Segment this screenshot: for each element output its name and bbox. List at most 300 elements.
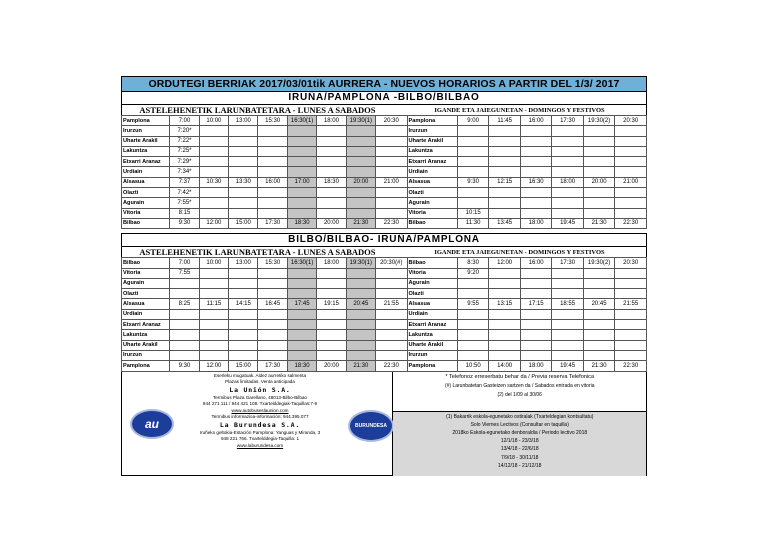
departure-time: 16:00 — [520, 258, 551, 268]
departure-time — [258, 340, 287, 350]
departure-time — [615, 136, 647, 146]
stop-name: Uharte Arakil — [407, 340, 457, 350]
stop-name: Irurzun — [407, 350, 457, 360]
departure-time — [229, 167, 258, 177]
departure-time — [346, 330, 375, 340]
departure-time — [317, 157, 346, 167]
departure-time — [552, 157, 583, 167]
departure-time — [258, 157, 287, 167]
table-row — [122, 258, 647, 268]
footer-right — [393, 372, 646, 475]
departure-time: 20:30 — [615, 258, 647, 268]
departure-time — [199, 289, 228, 299]
departure-time — [615, 146, 647, 156]
departure-time — [552, 208, 583, 218]
departure-time — [583, 278, 614, 288]
departure-time — [457, 350, 488, 360]
departure-time: 10:50 — [457, 361, 488, 371]
period-line: 12/1/18 - 23/3/18 — [500, 438, 539, 445]
departure-time — [489, 340, 520, 350]
departure-time — [489, 188, 520, 198]
departure-time — [258, 146, 287, 156]
company-line: Termibus informazioa-información: 944.395.077 — [211, 414, 309, 420]
departure-time — [583, 146, 614, 156]
departure-time — [287, 188, 316, 198]
departure-time — [258, 136, 287, 146]
departure-time: 17:15 — [520, 299, 551, 309]
departure-time — [489, 278, 520, 288]
departure-time — [520, 268, 551, 278]
departure-time — [552, 126, 583, 136]
departure-time — [287, 340, 316, 350]
departure-time — [287, 309, 316, 319]
departure-time — [552, 320, 583, 330]
period-line: 13/4/18 - 22/6/18 — [500, 446, 539, 453]
departure-time — [376, 136, 407, 146]
departure-time — [287, 268, 316, 278]
departure-time — [552, 146, 583, 156]
period-line: 14/12/18 - 21/12/18 — [498, 462, 542, 469]
departure-time — [317, 208, 346, 218]
stop-name: Alsasua — [407, 299, 457, 309]
departure-time — [489, 198, 520, 208]
departure-time — [346, 350, 375, 360]
stop-name: Agurain — [407, 278, 457, 288]
departure-time — [520, 167, 551, 177]
departure-time — [376, 289, 407, 299]
departure-time — [317, 309, 346, 319]
departure-time — [317, 268, 346, 278]
departure-time — [199, 167, 228, 177]
departure-time — [520, 136, 551, 146]
departure-time: 17:00 — [287, 177, 316, 187]
company-website[interactable]: www.laburundesa.com — [236, 442, 284, 448]
departure-time — [287, 146, 316, 156]
departure-time — [258, 126, 287, 136]
departure-time: 7:29* — [170, 157, 199, 167]
departure-time — [258, 167, 287, 177]
departure-time — [346, 126, 375, 136]
table-row — [122, 198, 647, 208]
departure-time — [552, 167, 583, 177]
school-periods — [393, 412, 646, 476]
departure-time — [376, 268, 407, 278]
stop-name: Irurzun — [122, 126, 170, 136]
departure-time — [376, 157, 407, 167]
timetable-bilbao-pamplona — [121, 257, 647, 371]
departure-time — [170, 278, 199, 288]
departure-time — [287, 289, 316, 299]
departure-time: 8:15 — [170, 208, 199, 218]
table-row — [122, 268, 647, 278]
departure-time — [615, 340, 647, 350]
departure-time: 17:45 — [287, 299, 316, 309]
departure-time: 9:55 — [457, 299, 488, 309]
departure-time — [615, 167, 647, 177]
stop-name: Etxarri Aranaz — [407, 157, 457, 167]
departure-time: 20:30 — [615, 116, 647, 126]
departure-time — [615, 126, 647, 136]
departure-time — [457, 126, 488, 136]
departure-time — [317, 320, 346, 330]
weekend-header: IGANDE ETA JAIEGUNETAN - DOMINGOS Y FESTIVOS — [434, 249, 605, 257]
departure-time: 22:30 — [376, 361, 407, 371]
departure-time — [199, 268, 228, 278]
notice-line: Eserleku mugatuak. Aldez aurretiko salmenta — [213, 372, 307, 378]
departure-time: 9:30 — [170, 361, 199, 371]
stop-name: Irurzun — [122, 350, 170, 360]
company-name-la-union: La Unión S.A. — [229, 385, 291, 394]
departure-time — [583, 268, 614, 278]
departure-time — [457, 320, 488, 330]
departure-time: 21:30 — [583, 361, 614, 371]
departure-time — [258, 350, 287, 360]
departure-time: 7:25* — [170, 146, 199, 156]
stop-name: Etxarri Aranaz — [122, 157, 170, 167]
departure-time: 19:30(1) — [346, 258, 375, 268]
departure-time — [346, 309, 375, 319]
departure-time: 7:37 — [170, 177, 199, 187]
departure-time: 7:22* — [170, 136, 199, 146]
departure-time: 22:30 — [615, 218, 647, 228]
departure-time: 13:15 — [489, 299, 520, 309]
departure-time — [457, 278, 488, 288]
departure-time — [258, 188, 287, 198]
departure-time — [258, 268, 287, 278]
departure-time — [287, 157, 316, 167]
departure-time — [287, 330, 316, 340]
departure-time: 10:15 — [457, 208, 488, 218]
departure-time: 16:00 — [258, 177, 287, 187]
departure-time — [615, 350, 647, 360]
departure-time — [229, 340, 258, 350]
weekday-header: ASTELEHENETIK LARUNBATETARA - LUNES A SABADOS — [139, 105, 376, 115]
departure-time: 20:45 — [346, 299, 375, 309]
departure-time — [520, 146, 551, 156]
departure-time: 19:45 — [552, 218, 583, 228]
departure-time — [317, 330, 346, 340]
table-row — [122, 146, 647, 156]
departure-time — [583, 167, 614, 177]
departure-time — [346, 136, 375, 146]
departure-time — [229, 268, 258, 278]
departure-time — [376, 146, 407, 156]
departure-time: 8:30 — [457, 258, 488, 268]
departure-time — [583, 157, 614, 167]
departure-time — [552, 289, 583, 299]
departure-time: 21:00 — [615, 177, 647, 187]
departure-time — [552, 330, 583, 340]
stop-name: Alsasua — [407, 177, 457, 187]
departure-time — [552, 309, 583, 319]
departure-time: 18:00 — [317, 258, 346, 268]
departure-time — [287, 208, 316, 218]
departure-time — [229, 208, 258, 218]
departure-time — [199, 157, 228, 167]
departure-time: 20:30(#) — [376, 258, 407, 268]
departure-time — [346, 198, 375, 208]
departure-time — [457, 340, 488, 350]
departure-time — [520, 126, 551, 136]
table-row — [122, 136, 647, 146]
footnote-line: (2) del 1/09 al 30/06 — [497, 391, 542, 398]
departure-time — [583, 208, 614, 218]
departure-time: 21:30 — [346, 361, 375, 371]
departure-time — [583, 126, 614, 136]
departure-time — [229, 146, 258, 156]
departure-time — [317, 289, 346, 299]
departure-time — [489, 289, 520, 299]
departure-time — [615, 289, 647, 299]
footer-left — [122, 372, 393, 475]
departure-time — [457, 157, 488, 167]
departure-time: 20:00 — [583, 177, 614, 187]
departure-time — [258, 198, 287, 208]
departure-time: 8:25 — [170, 299, 199, 309]
table-row — [122, 218, 647, 228]
service-headers — [121, 105, 647, 115]
departure-time: 19:30(1) — [346, 116, 375, 126]
departure-time: 13:30 — [229, 177, 258, 187]
departure-time — [258, 309, 287, 319]
departure-time — [258, 208, 287, 218]
period-line: Solo Viernes Lectivos (Consultar en taquilla) — [470, 421, 569, 428]
departure-time — [520, 198, 551, 208]
stop-name: Olazti — [122, 289, 170, 299]
departure-time — [615, 208, 647, 218]
stop-name: Pamplona — [407, 116, 457, 126]
departure-time: 21:30 — [583, 218, 614, 228]
departure-time — [199, 278, 228, 288]
departure-time — [583, 330, 614, 340]
table-row — [122, 167, 647, 177]
departure-time — [552, 198, 583, 208]
stop-name: Alsasua — [122, 299, 170, 309]
departure-time: 21:55 — [376, 299, 407, 309]
departure-time — [489, 136, 520, 146]
stop-name: Lakuntza — [122, 146, 170, 156]
departure-time — [376, 126, 407, 136]
stop-name: Urdiain — [122, 309, 170, 319]
service-headers — [121, 247, 647, 257]
departure-time: 19:30(2) — [583, 116, 614, 126]
departure-time — [170, 289, 199, 299]
footnote-line: (#) Larunbatetan Gasteizen sartzen da / Sabados entrada en vitoria — [444, 382, 595, 389]
stop-name: Bilbao — [407, 218, 457, 228]
departure-time — [287, 320, 316, 330]
departure-time: 20:45 — [583, 299, 614, 309]
departure-time: 22:30 — [615, 361, 647, 371]
departure-time: 19:30(2) — [583, 258, 614, 268]
departure-time — [583, 340, 614, 350]
departure-time — [346, 157, 375, 167]
departure-time: 10:00 — [199, 116, 228, 126]
stop-name: Irurzun — [407, 126, 457, 136]
departure-time: 20:00 — [317, 361, 346, 371]
departure-time: 15:30 — [258, 116, 287, 126]
departure-time — [170, 320, 199, 330]
departure-time — [346, 146, 375, 156]
departure-time — [552, 350, 583, 360]
stop-name: Uharte Arakil — [122, 340, 170, 350]
departure-time — [199, 320, 228, 330]
departure-time — [317, 350, 346, 360]
departure-time — [583, 320, 614, 330]
departure-time — [199, 350, 228, 360]
stop-name: Agurain — [407, 198, 457, 208]
departure-time: 12:00 — [199, 218, 228, 228]
departure-time — [520, 350, 551, 360]
page-title: ORDUTEGI BERRIAK 2017/03/01tik AURRERA - NUEVOS HORARIOS A PARTIR DEL 1/3/ 2017 — [121, 76, 647, 92]
departure-time — [317, 278, 346, 288]
stop-name: Urdiain — [407, 309, 457, 319]
stop-name: Pamplona — [122, 361, 170, 371]
departure-time — [583, 136, 614, 146]
departure-time: 18:30 — [317, 177, 346, 187]
stop-name: Uharte Arakil — [407, 136, 457, 146]
departure-time — [520, 330, 551, 340]
departure-time: 20:00 — [317, 218, 346, 228]
departure-time — [229, 320, 258, 330]
departure-time — [489, 268, 520, 278]
departure-time: 10:00 — [199, 258, 228, 268]
departure-time — [520, 208, 551, 218]
departure-time: 7:00 — [170, 258, 199, 268]
stop-name: Pamplona — [122, 116, 170, 126]
departure-time — [317, 167, 346, 177]
company-website[interactable]: www.autobuseslaunion.com — [231, 407, 289, 413]
departure-time — [229, 278, 258, 288]
departure-time — [170, 340, 199, 350]
company-info — [174, 373, 346, 450]
departure-time: 11:15 — [199, 299, 228, 309]
company-line: 948 221 766. Txartelddegia-Taquilla: 1 — [220, 436, 300, 442]
departure-time — [457, 136, 488, 146]
departure-time: 21:00 — [376, 177, 407, 187]
departure-time: 16:00 — [520, 116, 551, 126]
departure-time — [258, 289, 287, 299]
departure-time — [199, 309, 228, 319]
departure-time — [229, 198, 258, 208]
departure-time — [199, 188, 228, 198]
departure-time — [552, 340, 583, 350]
stop-name: Olazti — [407, 188, 457, 198]
departure-time: 17:30 — [258, 218, 287, 228]
departure-time — [457, 309, 488, 319]
departure-time: 17:30 — [552, 258, 583, 268]
period-line: (1) Bakarrik eskola-egunetako ostiralak (Txarteldegian kontsultatu) — [446, 413, 594, 420]
departure-time — [520, 340, 551, 350]
departure-time: 15:00 — [229, 218, 258, 228]
departure-time: 14:00 — [489, 361, 520, 371]
table-row — [122, 289, 647, 299]
departure-time: 16:45 — [258, 299, 287, 309]
table-row — [122, 340, 647, 350]
departure-time — [583, 350, 614, 360]
departure-time: 12:00 — [199, 361, 228, 371]
table-row — [122, 361, 647, 371]
departure-time — [199, 208, 228, 218]
departure-time — [615, 320, 647, 330]
departure-time — [346, 340, 375, 350]
table-row — [122, 208, 647, 218]
footnote-line: * Telefonoz erreserbatu behar da / Previa reserva Telefonica — [445, 373, 595, 380]
departure-time — [552, 278, 583, 288]
stop-name: Agurain — [122, 278, 170, 288]
departure-time — [170, 309, 199, 319]
departure-time — [199, 136, 228, 146]
company-line: Iruñeko geltokia-Estación Pamplona: Yanguas y Miranda, 3 — [199, 429, 321, 435]
stop-name: Alsasua — [122, 177, 170, 187]
departure-time — [376, 350, 407, 360]
departure-time — [583, 188, 614, 198]
departure-time — [489, 350, 520, 360]
departure-time: 11:45 — [489, 116, 520, 126]
departure-time — [376, 208, 407, 218]
la-burundesa-logo: BURUNDESA — [348, 410, 394, 442]
departure-time: 7:34* — [170, 167, 199, 177]
departure-time — [489, 208, 520, 218]
departure-time: 20:30 — [376, 116, 407, 126]
departure-time: 12:15 — [489, 177, 520, 187]
departure-time: 9:30 — [457, 177, 488, 187]
departure-time — [199, 146, 228, 156]
table-row — [122, 177, 647, 187]
departure-time — [457, 289, 488, 299]
period-line: 7/9/18 - 30/11/18 — [501, 454, 539, 461]
departure-time — [287, 167, 316, 177]
company-line: 944 271 111 / 944 421 108. Txartelddegiak-Taquillas:7-9 — [202, 401, 318, 407]
departure-time: 7:42* — [170, 188, 199, 198]
stop-name: Vitoria — [122, 268, 170, 278]
departure-time — [615, 157, 647, 167]
departure-time — [376, 320, 407, 330]
footnotes — [393, 372, 646, 412]
stop-name: Urdiain — [122, 167, 170, 177]
table-row — [122, 278, 647, 288]
route-title-pamplona-bilbao: IRUÑA/PAMPLONA -BILBO/BILBAO — [121, 92, 647, 105]
departure-time — [287, 350, 316, 360]
departure-time — [317, 136, 346, 146]
weekday-header: ASTELEHENETIK LARUNBATETARA - LUNES A SABADOS — [139, 247, 376, 258]
departure-time — [489, 157, 520, 167]
departure-time — [229, 157, 258, 167]
notice-line: Plazas limitadas. Venta anticipada — [225, 379, 295, 385]
departure-time — [199, 198, 228, 208]
stop-name: Lakuntza — [407, 146, 457, 156]
departure-time: 9:20 — [457, 268, 488, 278]
departure-time — [520, 278, 551, 288]
departure-time — [552, 188, 583, 198]
departure-time — [229, 330, 258, 340]
departure-time — [346, 278, 375, 288]
departure-time: 16:30(1) — [287, 258, 316, 268]
departure-time — [583, 309, 614, 319]
company-name-la-burundesa: La Burundesa S.A. — [219, 420, 301, 429]
departure-time — [376, 167, 407, 177]
period-line: 2018ko Eskola-egunetako denboraldia / Periodo lectivo 2018 — [452, 429, 588, 436]
table-row — [122, 188, 647, 198]
departure-time — [199, 340, 228, 350]
departure-time — [170, 330, 199, 340]
departure-time — [170, 350, 199, 360]
departure-time — [287, 136, 316, 146]
departure-time — [229, 188, 258, 198]
departure-time: 15:00 — [229, 361, 258, 371]
footer — [121, 372, 647, 476]
departure-time: 7:00 — [170, 116, 199, 126]
stop-name: Olazti — [407, 289, 457, 299]
